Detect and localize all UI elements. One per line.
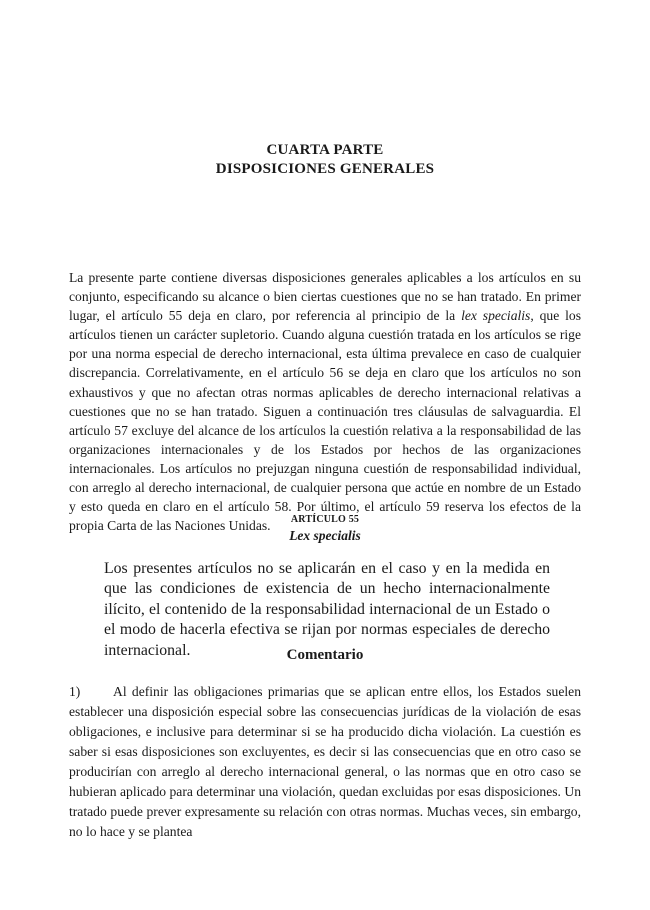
article-number: ARTÍCULO 55 — [290, 514, 360, 525]
article-heading — [0, 513, 650, 544]
commentary-heading: Comentario — [286, 647, 364, 663]
intro-text-2: , que los artículos tienen un carácter supletorio. Cuando alguna cuestión tratada en los artículos se rige por una norma especial de derecho internacional, esta última prevalece en caso de cualquier discrepancia. Correlativamente, en el artículo 56 se deja en claro que los artículos no son exhaustivos y que no afectan otras normas aplicables de derecho internacional relativas a cuestiones que no se han tratado. Siguen a continuación tres cláusulas de salvaguardia. El artículo 57 excluye del alcance de los artículos la cuestión relativa a la responsabilidad de las organizaciones internacionales y de los Estados por hechos de las organizaciones internacionales. Los artículos no prejuzgan ninguna cuestión de responsabilidad individual, con arreglo al derecho internacional, de cualquier persona que actúe en nombre de un Estado y esto queda en claro en el artículo 58. Por último, el artículo 59 reserva los efectos de la propia Carta de las Naciones Unidas. — [69, 308, 581, 534]
intro-text-1: La presente parte contiene diversas disposiciones generales aplicables a los artículos en su conjunto, especificando su alcance o bien ciertas cuestiones que no se han tratado. En primer lugar, el artículo 55 deja en claro, por referencia al principio de la — [69, 270, 581, 324]
part-title: CUARTA PARTE — [266, 142, 384, 158]
intro-paragraph — [69, 268, 581, 535]
commentary-paragraph — [69, 682, 581, 842]
paragraph-number: 1) — [69, 684, 81, 699]
paragraph-text: Al definir las obligaciones primarias que se aplican entre ellos, los Estados suelen establecer una disposición especial sobre las consecuencias jurídicas de la violación de esas obligaciones, e inclusive para determinar si se ha producido dicha violación. La cuestión es saber si esas disposiciones son excluyentes, es decir si las consecuencias que en otro caso se producirían con arreglo al derecho internacional general, o las normas que en otro caso se hubieran aplicado para determinar una violación, quedan excluidas por esas disposiciones. Un tratado puede prever expresamente su relación con otras normas. Muchas veces, sin embargo, no lo hace y se plantea — [69, 684, 581, 839]
part-heading — [0, 141, 650, 179]
article-title: Lex specialis — [289, 528, 361, 543]
intro-lex-specialis: lex specialis — [461, 308, 531, 324]
article-text: Los presentes artículos no se aplicarán en el caso y en la medida en que las condiciones de existencia de un hecho internacionalmente ilícito, el contenido de la responsabilidad internacional de un Estado o el modo de hacerla efectiva se rijan por normas especiales de derecho internacional. — [104, 560, 550, 659]
part-subtitle: DISPOSICIONES GENERALES — [215, 161, 435, 177]
